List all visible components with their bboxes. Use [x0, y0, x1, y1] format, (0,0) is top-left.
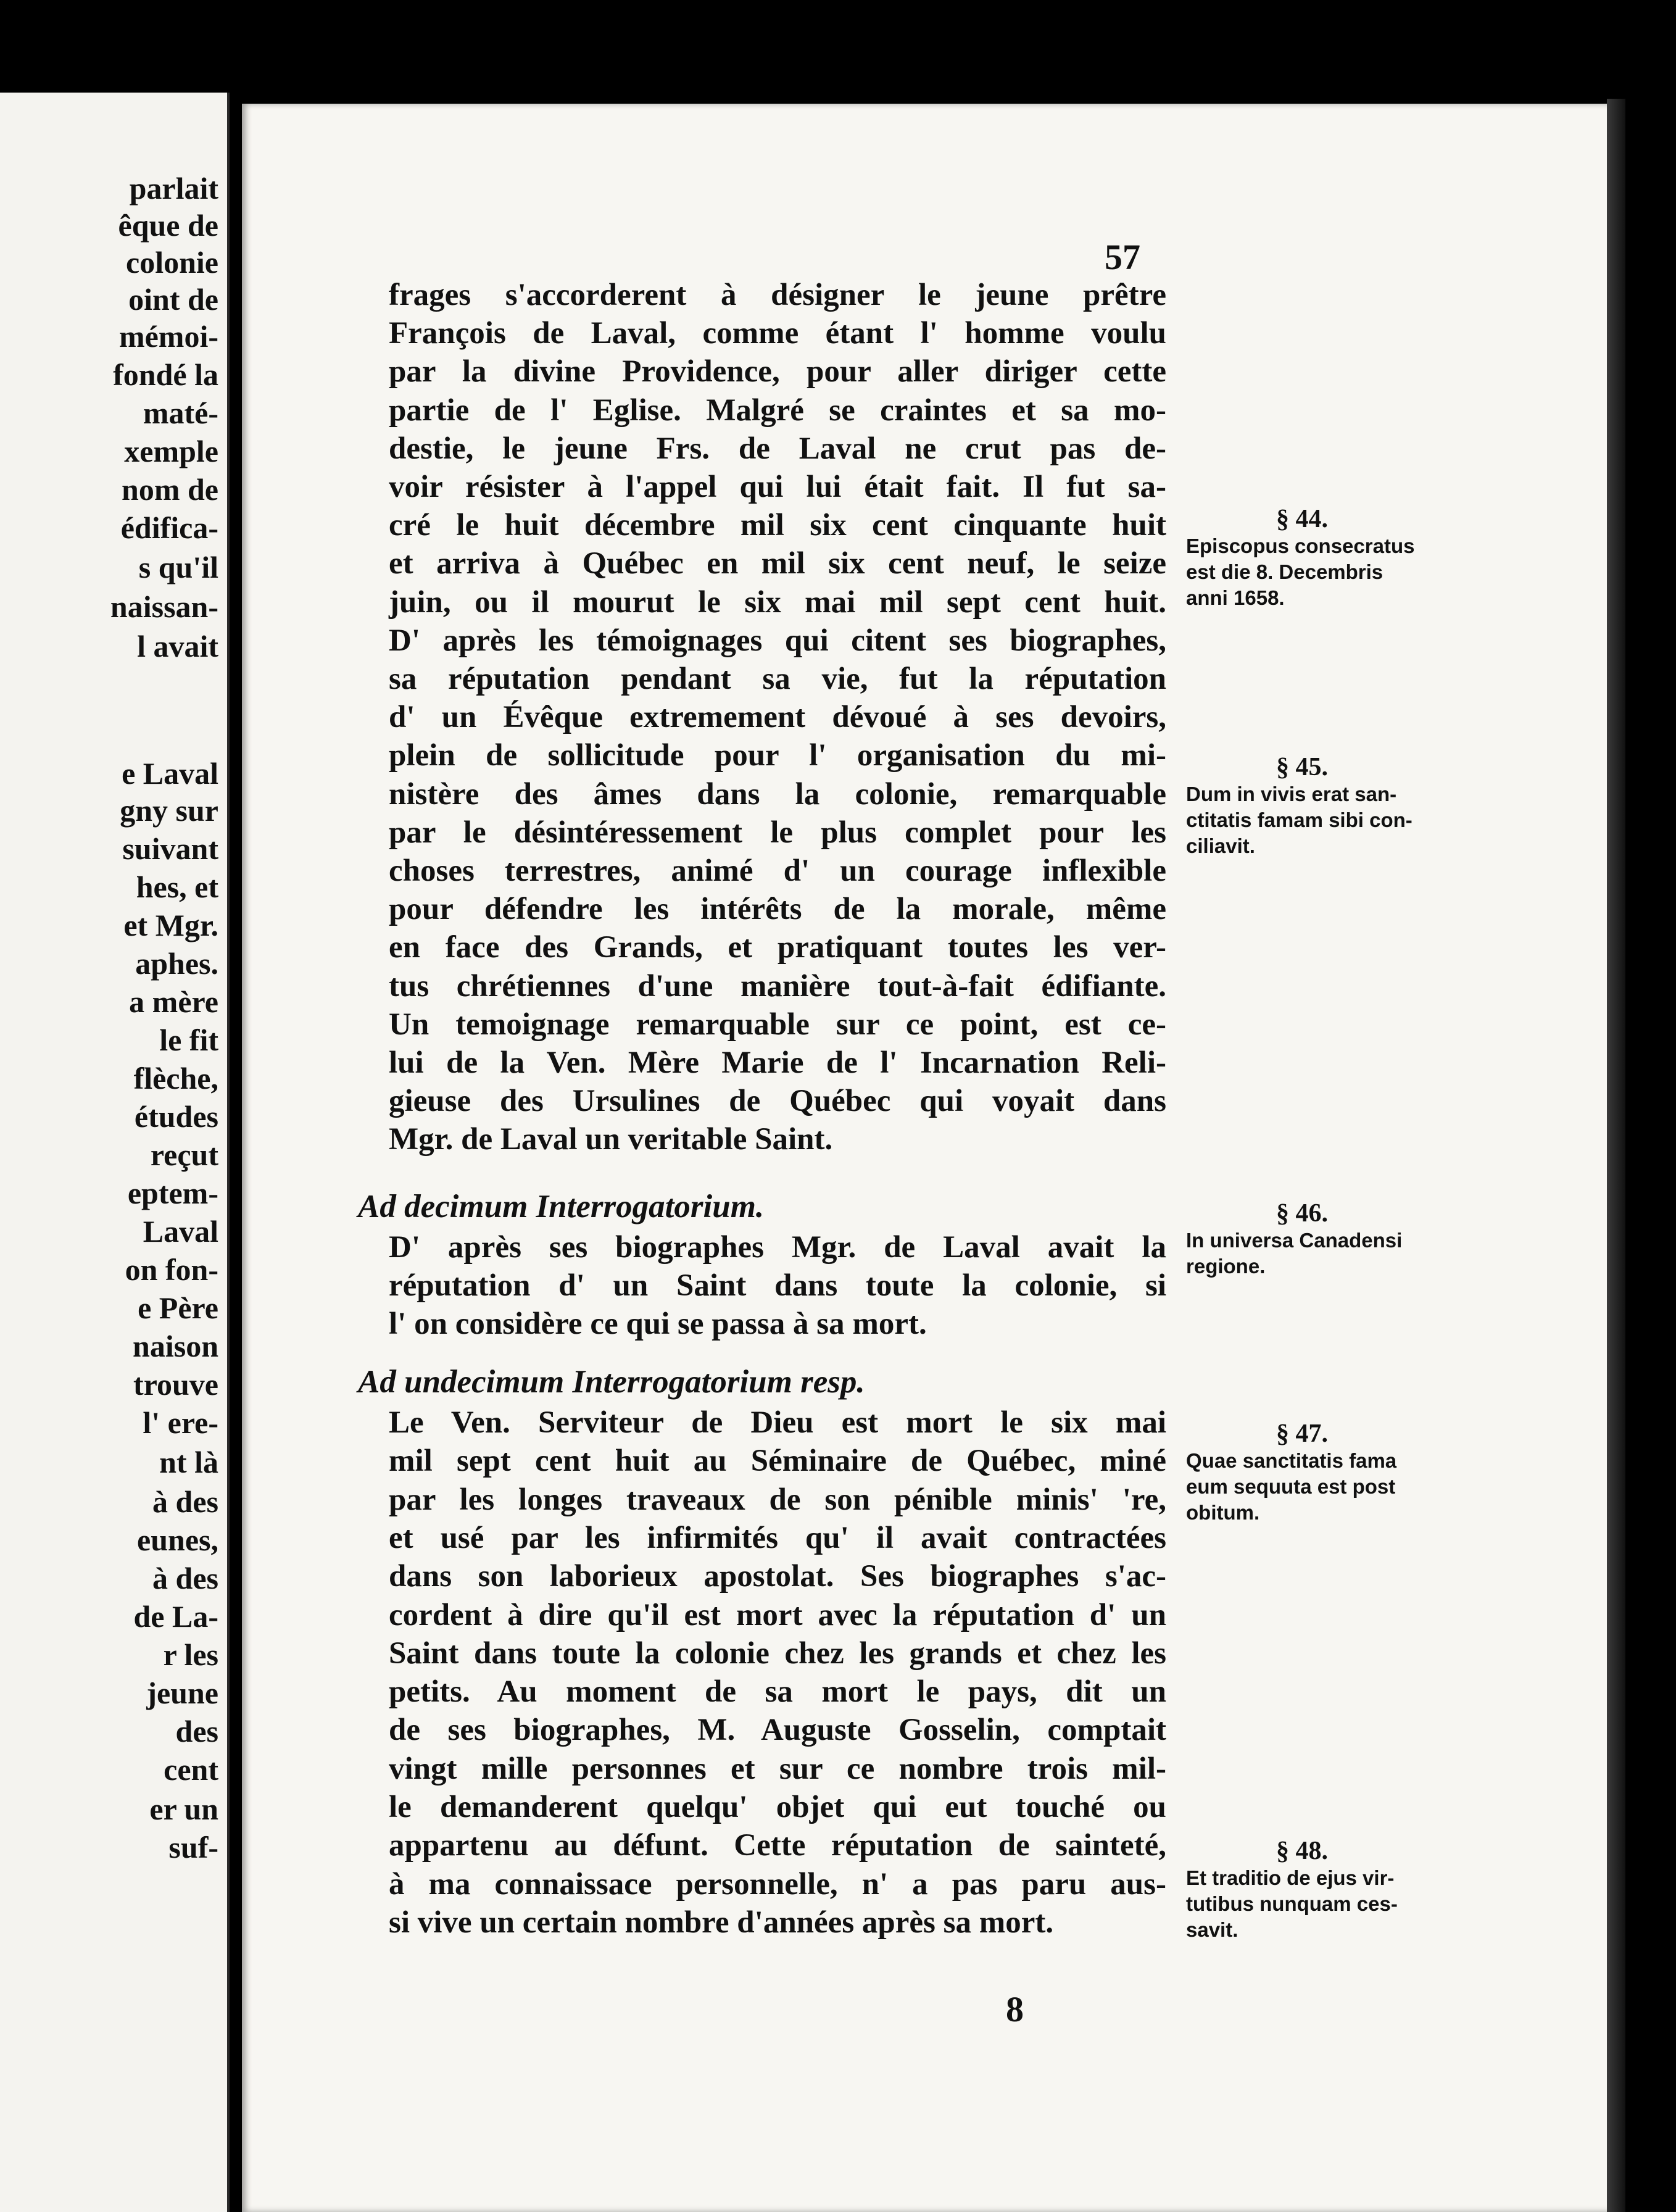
left-page-line: nt là — [159, 1445, 218, 1479]
margin-note-line: obitum. — [1186, 1501, 1260, 1524]
margin-note-section: § 47. — [1276, 1420, 1328, 1448]
left-page-line: a mère — [129, 984, 218, 1019]
body-line: choses terrestres, animé d' un courage inflexible — [389, 854, 1166, 888]
left-page-line: maté- — [143, 396, 218, 430]
body-line: gieuse des Ursulines de Québec qui voyait dans — [389, 1084, 1166, 1119]
body-line: voir résister à l'appel qui lui était fait. Il fut sa- — [389, 470, 1166, 504]
left-page-line: fondé la — [113, 357, 218, 392]
section-11-line: appartenu au défunt. Cette réputation de sainteté, — [389, 1828, 1166, 1863]
left-page-line: reçut — [150, 1137, 218, 1172]
left-page-fragment — [0, 93, 230, 2212]
body-line: nistère des âmes dans la colonie, remarquable — [389, 776, 1166, 812]
left-page-line: parlait — [129, 171, 218, 206]
body-line: pour défendre les intérêts de la morale, même — [389, 892, 1166, 927]
body-line: cré le huit décembre mil six cent cinquante huit — [389, 508, 1166, 543]
left-page-line: à des — [152, 1484, 218, 1519]
body-line: d' un Évêque extremement dévoué à ses devoirs, — [389, 700, 1166, 735]
left-page-line: études — [134, 1099, 218, 1134]
section-11-line: mil sept cent huit au Séminaire de Québec, miné — [389, 1444, 1166, 1479]
section-10-line: l' on considère ce qui se passa à sa mort. — [389, 1307, 927, 1341]
heading-undecimum: Ad undecimum Interrogatorium resp. — [358, 1364, 865, 1400]
margin-note-line: eum sequuta est post — [1186, 1475, 1396, 1498]
section-11-line: Saint dans toute la colonie chez les grands et chez les — [389, 1636, 1166, 1671]
left-page-line: naison — [133, 1329, 218, 1363]
left-page-line: cent — [164, 1752, 218, 1787]
body-line: destie, le jeune Frs. de Laval ne crut pas de- — [389, 431, 1166, 466]
margin-note-line: Episcopus consecratus — [1186, 534, 1415, 557]
left-page-line: l avait — [137, 629, 218, 663]
section-11-line: dans son laborieux apostolat. Ses biographes s'ac- — [389, 1559, 1166, 1594]
margin-note-line: regione. — [1186, 1255, 1266, 1278]
margin-note-line: ciliavit. — [1186, 834, 1255, 857]
body-line: sa réputation pendant sa vie, fut la réputation — [389, 662, 1166, 696]
left-page-line: xemple — [124, 434, 218, 468]
left-page-line: e Laval — [122, 756, 218, 791]
left-page-line: er un — [149, 1792, 218, 1826]
left-page-line: édifica- — [120, 510, 218, 545]
footer-signature-number: 8 — [1006, 1989, 1024, 2029]
left-page-line: aphes. — [135, 946, 218, 981]
body-line: Un temoignage remarquable sur ce point, est ce- — [389, 1007, 1166, 1042]
left-page-line: Laval — [143, 1214, 218, 1249]
margin-note-line: Et traditio de ejus vir- — [1186, 1866, 1395, 1889]
margin-note-line: anni 1658. — [1186, 586, 1285, 609]
left-page-line: mémoi- — [118, 319, 218, 354]
left-page-line: l' ere- — [143, 1405, 218, 1440]
body-line: juin, ou il mourut le six mai mil sept cent huit. — [389, 584, 1166, 620]
left-page-line: eunes, — [137, 1523, 218, 1557]
margin-note-line: Quae sanctitatis fama — [1186, 1449, 1397, 1472]
margin-note-line: savit. — [1186, 1918, 1238, 1941]
section-11-line: et usé par les infirmités qu' il avait contractées — [389, 1520, 1166, 1555]
left-page-line: êque de — [118, 208, 218, 243]
margin-note-section: § 48. — [1276, 1837, 1328, 1865]
body-line: lui de la Ven. Mère Marie de l' Incarnation Reli- — [389, 1046, 1166, 1080]
section-11-line: petits. Au moment de sa mort le pays, dit un — [389, 1674, 1166, 1710]
left-page-line: suivant — [122, 831, 218, 866]
margin-note-line: Dum in vivis erat san- — [1186, 783, 1397, 805]
section-11-line: vingt mille personnes et sur ce nombre trois mil- — [389, 1751, 1166, 1786]
left-page-line: eptem- — [127, 1176, 218, 1210]
left-page-line: r les — [163, 1637, 218, 1672]
left-page-line: à des — [152, 1561, 218, 1595]
body-line: D' après les témoignages qui citent ses biographes, — [389, 623, 1166, 658]
body-line: par la divine Providence, pour aller diriger cette — [389, 354, 1166, 389]
left-page-line: colonie — [126, 245, 218, 280]
section-11-line: par les longes traveaux de son pénible minis' 're, — [389, 1482, 1166, 1517]
left-page-line: oint de — [128, 282, 218, 317]
page-edge — [1607, 99, 1625, 2212]
left-page-line: trouve — [133, 1367, 218, 1402]
left-page-line: on fon- — [125, 1252, 218, 1287]
left-page-line: et Mgr. — [123, 908, 218, 942]
body-line: frages s'accorderent à désigner le jeune prêtre — [389, 278, 1166, 312]
body-line: Mgr. de Laval un veritable Saint. — [389, 1122, 833, 1157]
margin-note-section: § 46. — [1276, 1199, 1328, 1228]
body-line: tus chrétiennes d'une manière tout-à-fait édifiante. — [389, 968, 1166, 1004]
left-page-line: e Père — [138, 1291, 218, 1325]
heading-decimum: Ad decimum Interrogatorium. — [358, 1189, 765, 1224]
left-page-line: naissan- — [110, 589, 218, 624]
left-page-line: s qu'il — [138, 550, 218, 584]
margin-note-line: tutibus nunquam ces- — [1186, 1892, 1398, 1915]
section-11-line: le demanderent quelqu' objet qui eut touché ou — [389, 1790, 1166, 1824]
body-line: et arriva à Québec en mil six cent neuf, le seize — [389, 546, 1166, 581]
section-11-line: si vive un certain nombre d'années après sa mort. — [389, 1905, 1054, 1940]
left-page-line: jeune — [146, 1676, 218, 1710]
left-page-line: hes, et — [136, 870, 218, 904]
left-page-line: gny sur — [120, 793, 218, 828]
left-page-line: suf- — [168, 1830, 218, 1865]
section-10-line: réputation d' un Saint dans toute la colonie, si — [389, 1268, 1166, 1303]
margin-note-section: § 45. — [1276, 753, 1328, 781]
left-page-line: flèche, — [133, 1061, 218, 1096]
margin-note-line: ctitatis famam sibi con- — [1186, 809, 1413, 831]
left-page-line: nom de — [122, 472, 218, 507]
body-line: plein de sollicitude pour l' organisation du mi- — [389, 738, 1166, 773]
body-line: par le désintéressement le plus complet pour les — [389, 815, 1166, 850]
margin-note-line: est die 8. Decembris — [1186, 560, 1384, 583]
left-page-line: de La- — [133, 1599, 218, 1634]
section-10-line: D' après ses biographes Mgr. de Laval avait la — [389, 1230, 1166, 1265]
margin-note-section: § 44. — [1276, 505, 1328, 533]
page-number: 57 — [1105, 237, 1140, 277]
left-page-line: le fit — [159, 1023, 218, 1057]
section-11-line: à ma connaissace personnelle, n' a pas paru aus- — [389, 1866, 1166, 1902]
body-line: en face des Grands, et pratiquant toutes les ver- — [389, 930, 1166, 965]
section-11-line: de ses biographes, M. Auguste Gosselin, comptait — [389, 1713, 1166, 1748]
margin-note-line: In universa Canadensi — [1186, 1229, 1403, 1252]
section-11-line: cordent à dire qu'il est mort avec la réputation d' un — [389, 1597, 1166, 1632]
body-line: François de Laval, comme étant l' homme voulu — [389, 316, 1166, 351]
section-11-line: Le Ven. Serviteur de Dieu est mort le six mai — [389, 1405, 1166, 1440]
left-page-line: des — [175, 1714, 218, 1748]
body-line: partie de l' Eglise. Malgré se craintes et sa mo- — [389, 393, 1166, 428]
